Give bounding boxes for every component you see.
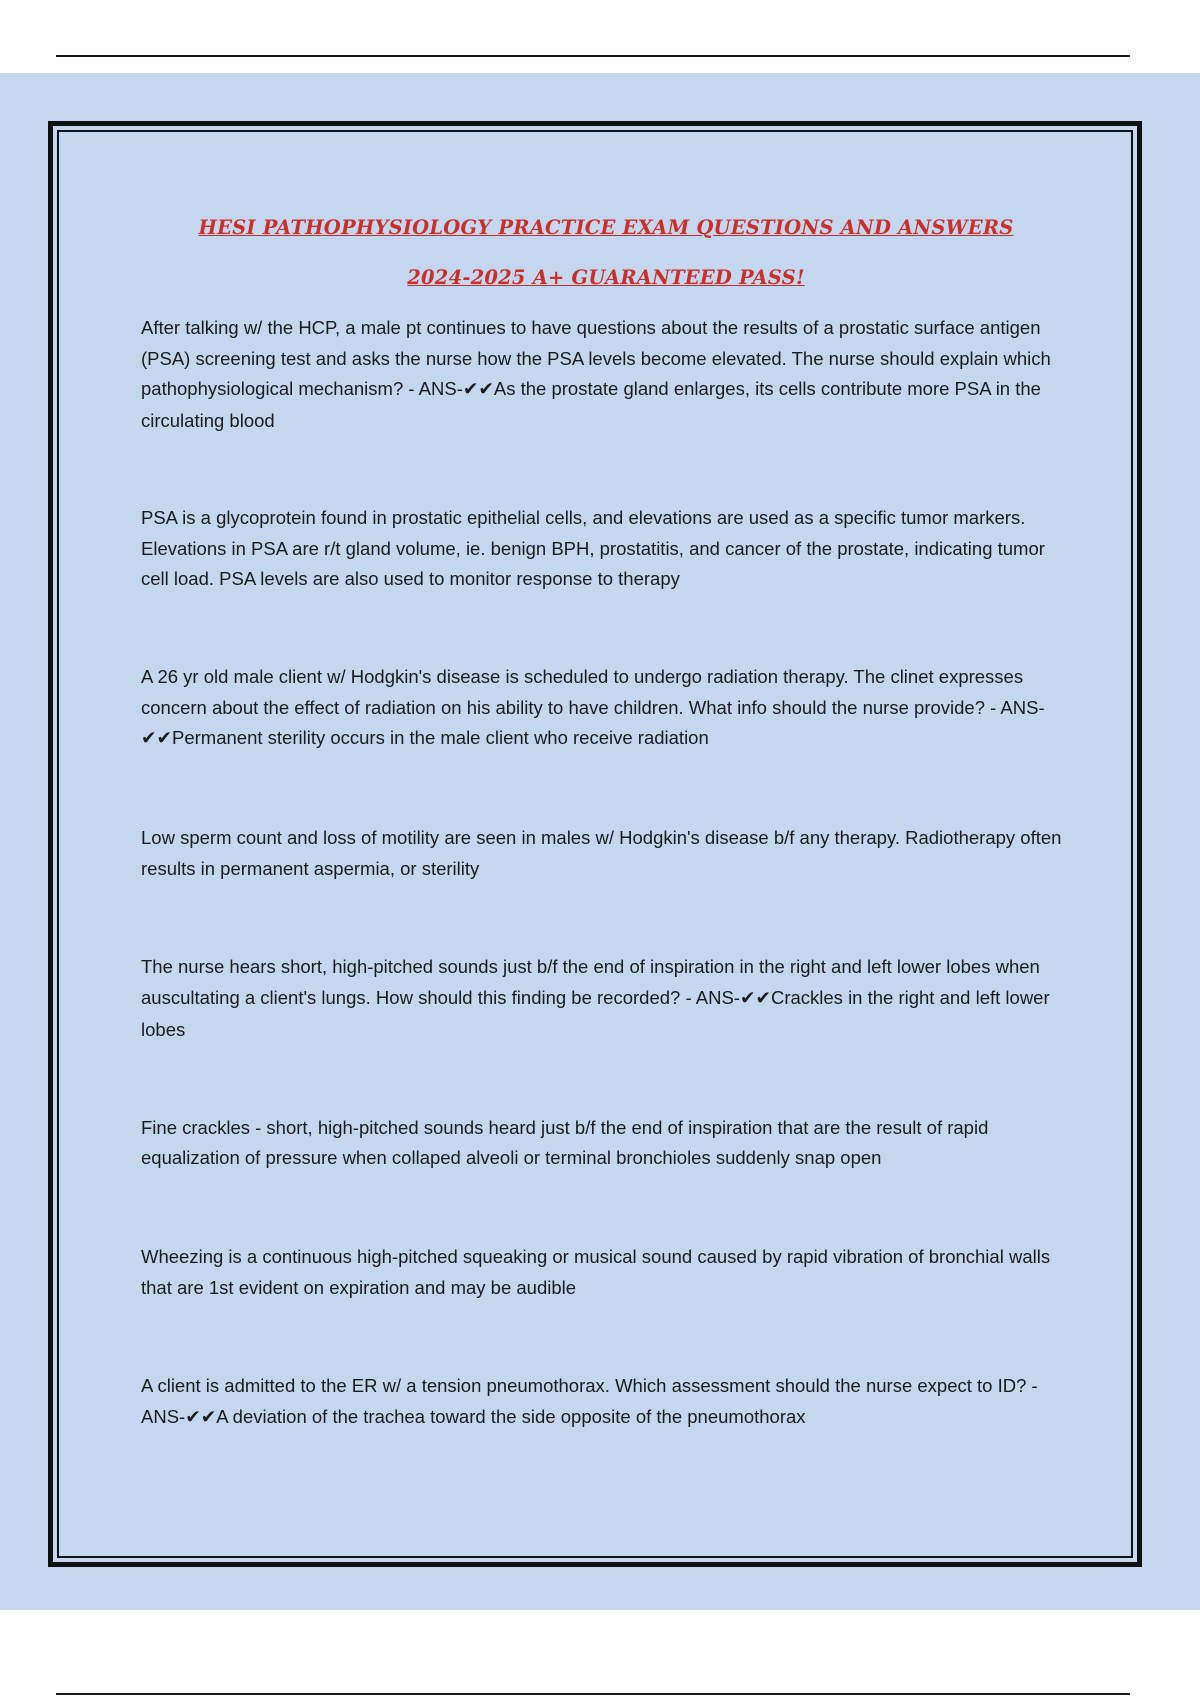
- checkmark-icon: ✔✔: [185, 1407, 217, 1429]
- question-text: The nurse hears short, high-pitched sounds just b/f the end of inspiration in the right and left lower lobes when auscultating a client's lungs. How should this finding be recorded? - ANS-: [141, 956, 1040, 1009]
- checkmark-icon: ✔✔: [739, 988, 771, 1010]
- answer-text: A deviation of the trachea toward the side opposite of the pneumothorax: [216, 1406, 806, 1428]
- document-title-line-1: HESI PATHOPHYSIOLOGY PRACTICE EXAM QUESTIONS AND ANSWERS: [198, 216, 1014, 239]
- rationale-paragraph-2: Low sperm count and loss of motility are seen in males w/ Hodgkin's disease b/f any therapy. Radiotherapy often results in permanent aspermia, or sterility: [141, 827, 1062, 879]
- question-text: After talking w/ the HCP, a male pt continues to have questions about the results of a prostatic surface antigen (PSA) screening test and asks the nurse how the PSA levels become elevated. The nurse should explain which pathophysiological mechanism? - ANS-: [141, 317, 1051, 400]
- answer-text: Permanent sterility occurs in the male client who receive radiation: [172, 727, 709, 749]
- rationale-paragraph-1: PSA is a glycoprotein found in prostatic epithelial cells, and elevations are used as a specific tumor markers. Elevations in PSA are r/t gland volume, ie. benign BPH, prostatitis, and cancer of the prostate, indicating tumor cell load. PSA levels are also used to monitor response to therapy: [141, 506, 1045, 590]
- bottom-divider-line: [56, 1693, 1130, 1695]
- question-text: A client is admitted to the ER w/ a tension pneumothorax. Which assessment should the nurse expect to ID? - ANS-: [141, 1375, 1038, 1428]
- document-title-line-2: 2024-2025 A+ GUARANTEED PASS!: [407, 266, 805, 289]
- checkmark-icon: ✔✔: [141, 728, 173, 750]
- rationale-paragraph-3: Fine crackles - short, high-pitched sounds heard just b/f the end of inspiration that are the result of rapid equalization of pressure when collaped alveoli or terminal bronchioles suddenly snap open: [141, 1116, 989, 1169]
- qa-paragraph-2: [141, 662, 1071, 755]
- qa-paragraph-1: [141, 313, 1071, 437]
- question-text: A 26 yr old male client w/ Hodgkin's disease is scheduled to undergo radiation therapy. The clinet expresses concern about the effect of radiation on his ability to have children. What info should the nurse provide? - ANS-: [141, 665, 1045, 718]
- qa-paragraph-4: [141, 1371, 1071, 1433]
- answer-text: As the prostate gland enlarges, its cells contribute more PSA in the circulating blood: [141, 378, 1041, 432]
- checkmark-icon: ✔✔: [462, 379, 494, 401]
- rationale-paragraph-4: Wheezing is a continuous high-pitched squeaking or musical sound caused by rapid vibration of bronchial walls that are 1st evident on expiration and may be audible: [141, 1245, 1051, 1298]
- qa-paragraph-3: [141, 952, 1071, 1045]
- top-divider-line: [56, 55, 1130, 57]
- document-content: [141, 200, 1071, 1434]
- answer-text: Crackles in the right and left lower lobes: [141, 987, 1050, 1040]
